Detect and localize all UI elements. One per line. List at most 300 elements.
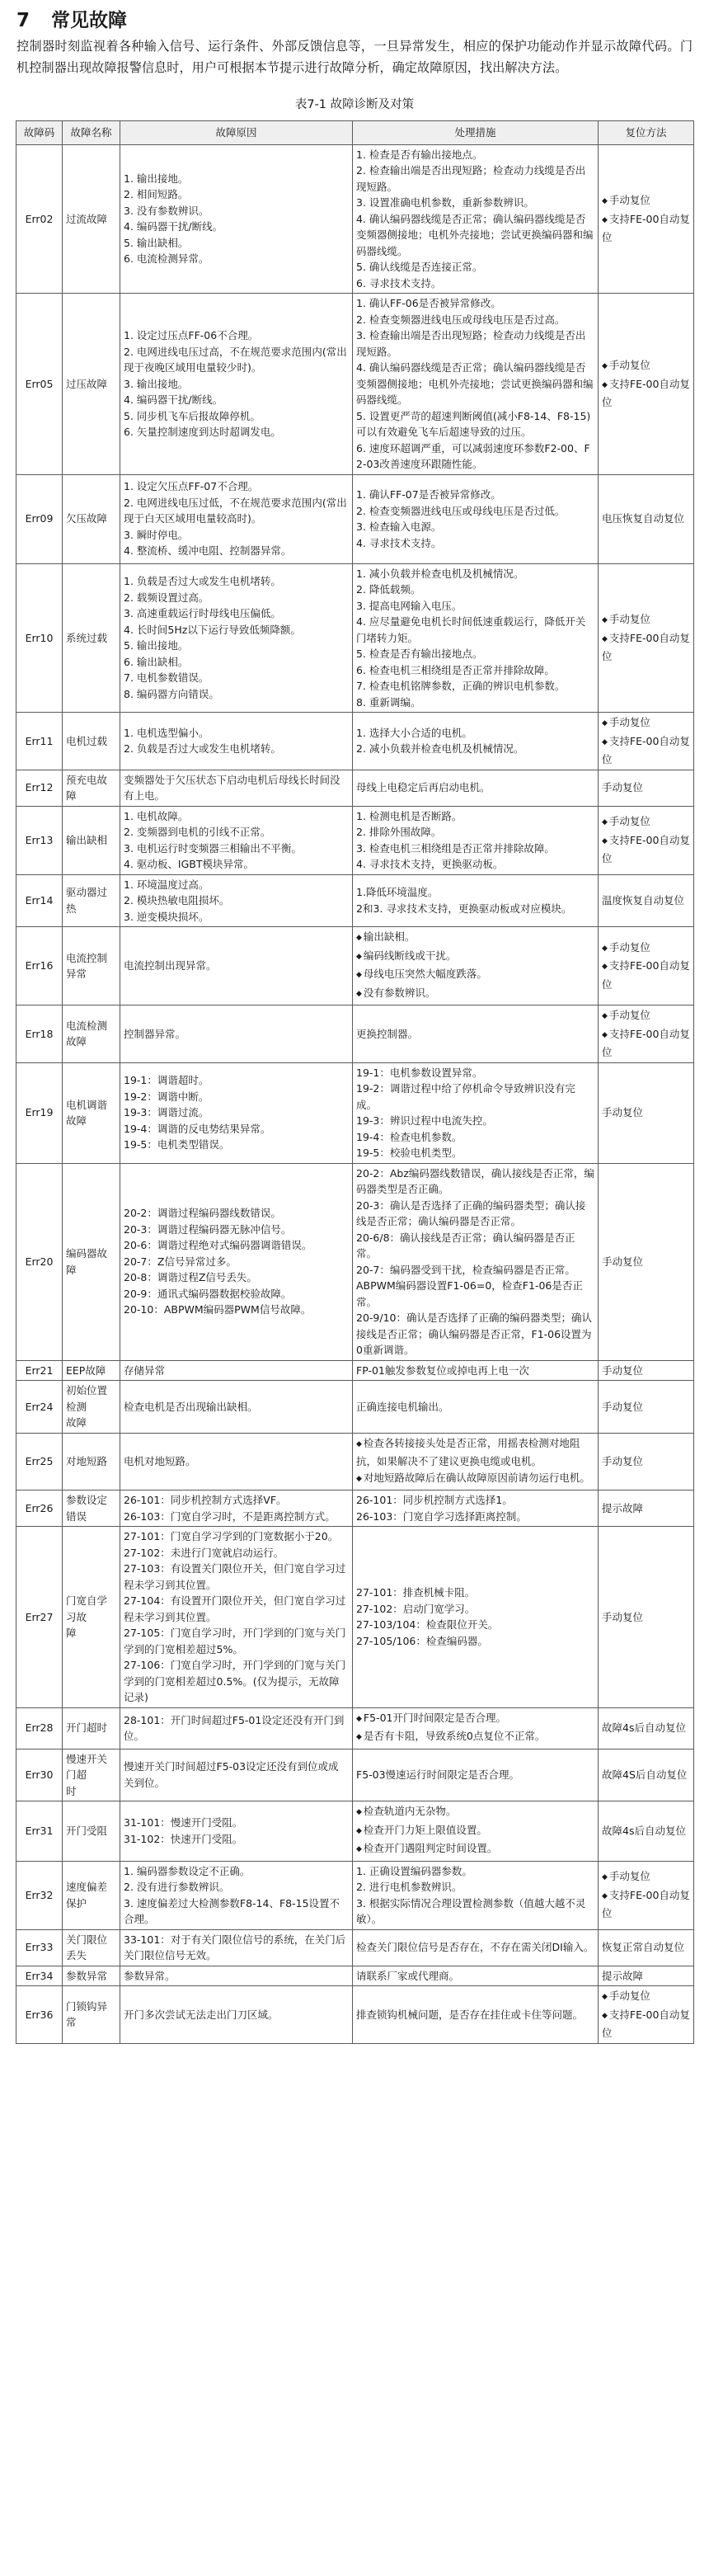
table-row xyxy=(16,1163,694,1360)
fault-code-cell: Err09 xyxy=(16,474,63,563)
cause-line: 1. 负载是否过大或发生电机堵转。 xyxy=(124,575,281,588)
reset-method-cell xyxy=(599,1005,694,1063)
cause-line: 20-7：Z信号异常过多。 xyxy=(124,1255,237,1268)
reset-method-cell xyxy=(599,563,694,713)
reset-method-line: 故障4S后自动复位 xyxy=(602,1768,688,1781)
cause-line: 存储异常 xyxy=(124,1363,166,1377)
measure-line: 1. 减小负载并检查电机及机械情况。 xyxy=(356,567,524,580)
fault-name-line: 预充电故障 xyxy=(66,773,108,802)
fault-name-cell xyxy=(63,713,120,770)
cause-line: 27-103：有设置关门限位开关，但门宽自学习过程未学习到其位置。 xyxy=(124,1562,346,1591)
cause-line: 31-101：慢速开门受阻。 xyxy=(124,1816,243,1830)
cause-line: 5. 输出缺相。 xyxy=(124,236,189,249)
fault-table-body xyxy=(16,144,694,2043)
table-row xyxy=(16,563,694,713)
fault-cause-cell xyxy=(120,1749,353,1801)
fault-name-cell xyxy=(63,1491,120,1527)
measure-line: 19-4：检查电机参数。 xyxy=(356,1130,462,1143)
reset-method-line: 手动复位 xyxy=(602,1455,644,1467)
reset-method-line: 手动复位 xyxy=(602,1400,644,1413)
measure-line: 4. 寻求技术支持。 xyxy=(356,536,442,549)
reset-method-line: 手动复位 xyxy=(602,1106,644,1119)
fault-code-cell: Err33 xyxy=(16,1929,63,1966)
fault-code-cell: Err31 xyxy=(16,1801,63,1862)
measure-line: 5. 检查是否有输出接地点。 xyxy=(356,648,483,660)
measure-line: 20-3：确认是否选择了正确的编码器类型；确认接线是否正常；确认编码器是否正常。 xyxy=(356,1199,586,1227)
chapter-heading xyxy=(0,0,709,36)
table-row xyxy=(16,474,694,563)
fault-cause-cell xyxy=(120,1527,353,1708)
table-row xyxy=(16,770,694,806)
fault-name-cell xyxy=(63,1163,120,1360)
fault-name-cell xyxy=(63,806,120,874)
measure-line: 2. 减小负载并检查电机及机械情况。 xyxy=(356,742,524,756)
fault-code-cell: Err30 xyxy=(16,1749,63,1801)
measure-cell xyxy=(353,1062,599,1163)
cause-line: 开门多次尝试无法走出门刀区域。 xyxy=(124,2008,279,2021)
cause-line: 6. 电流检测异常。 xyxy=(124,252,209,266)
fault-name-line: 系统过载 xyxy=(66,631,108,644)
reset-method-line: ◆ 手动复位 xyxy=(602,611,690,630)
fault-cause-cell xyxy=(120,770,353,806)
fault-name-line: 速度偏差保护 xyxy=(66,1881,108,1910)
fault-name-line: 过压故障 xyxy=(66,377,108,390)
fault-table xyxy=(16,120,694,2044)
measure-cell xyxy=(353,1929,599,1966)
cause-line: 26-103：门宽自学习时，不是距离控制方式。 xyxy=(124,1509,336,1523)
fault-code-cell: Err28 xyxy=(16,1707,63,1749)
fault-name-line: 参数异常 xyxy=(66,1969,108,1982)
fault-name-line: 开门超时 xyxy=(66,1721,108,1735)
fault-code-cell: Err11 xyxy=(16,713,63,770)
measure-bullet-line: ◆ 检查开门遇阻判定时间设置。 xyxy=(356,1840,594,1859)
cause-line: 19-4：调谐的反电势结果异常。 xyxy=(124,1122,271,1135)
reset-method-line: 故障4s后自动复位 xyxy=(602,1721,686,1735)
measure-cell xyxy=(353,806,599,874)
cause-line: 3. 电机运行时变频器三相输出不平衡。 xyxy=(124,841,302,855)
measure-line: 1. 确认FF-07是否被异常修改。 xyxy=(356,488,501,501)
reset-method-cell xyxy=(599,1527,694,1708)
cause-line: 8. 编码器方向错误。 xyxy=(124,687,219,700)
measure-line: 2. 检查输出端是否出现短路；检查动力线缆是否出现短路。 xyxy=(356,164,586,193)
fault-cause-cell xyxy=(120,1929,353,1966)
fault-cause-cell xyxy=(120,713,353,770)
fault-name-line: 参数设定错误 xyxy=(66,1494,108,1523)
measure-bullet-line: ◆ 检查开门力矩上限值设置。 xyxy=(356,1822,594,1841)
cause-line: 4. 驱动板、IGBT模块异常。 xyxy=(124,858,254,870)
measure-line: 1.降低环境温度。 xyxy=(356,886,439,899)
reset-method-line: 恢复正常自动复位 xyxy=(602,1941,685,1954)
reset-method-cell xyxy=(599,1986,694,2044)
cause-line: 2. 模块热敏电阻损坏。 xyxy=(124,894,230,907)
fault-code-cell: Err27 xyxy=(16,1527,63,1708)
reset-method-cell xyxy=(599,874,694,927)
cause-line: 19-1：调谐超时。 xyxy=(124,1074,209,1087)
fault-code-cell: Err20 xyxy=(16,1163,63,1360)
measure-line: 27-105/106：检查编码器。 xyxy=(356,1634,488,1647)
cause-line: 1. 输出接地。 xyxy=(124,172,189,185)
fault-name-line: 门宽自学习故 xyxy=(66,1594,108,1623)
measure-bullet-line: ◆ F5-01开门时间限定是否合理。 xyxy=(356,1710,594,1729)
cause-line: 慢速开关门时间超过F5-03设定还没有到位或成关到位。 xyxy=(124,1760,339,1789)
cause-line: 6. 输出缺相。 xyxy=(124,655,189,668)
measure-line: 20-7：编码器受到干扰，检查编码器是否正常。 xyxy=(356,1263,575,1276)
fault-name-line: 故障 xyxy=(66,1416,87,1429)
reset-method-line: 温度恢复自动复位 xyxy=(602,894,685,907)
table-row xyxy=(16,1527,694,1708)
reset-method-cell xyxy=(599,1163,694,1360)
measure-line: 4. 确认编码器线缆是否正常；确认编码器线缆是否变频器侧接地；电机外壳接地；尝试更换编码器和编码器线缆。 xyxy=(356,212,594,257)
fault-cause-cell xyxy=(120,874,353,927)
cause-line: 20-2：调谐过程编码器线数错误。 xyxy=(124,1207,281,1220)
measure-cell xyxy=(353,1381,599,1434)
measure-line: 3. 提高电网输入电压。 xyxy=(356,599,462,612)
fault-code-cell: Err13 xyxy=(16,806,63,874)
fault-cause-cell xyxy=(120,1360,353,1381)
measure-line: 19-2：调谐过程中给了停机命令导致辨识没有完成。 xyxy=(356,1082,575,1111)
fault-code-cell: Err18 xyxy=(16,1005,63,1063)
fault-code-cell: Err21 xyxy=(16,1360,63,1381)
fault-name-cell xyxy=(63,563,120,713)
measure-line: 2. 排除外围故障。 xyxy=(356,826,442,838)
fault-name-cell xyxy=(63,1749,120,1801)
cause-line: 5. 输出接地。 xyxy=(124,639,189,652)
cause-line: 2. 载频设置过高。 xyxy=(124,591,209,604)
measure-line: 5. 确认线缆是否连接正常。 xyxy=(356,261,483,273)
cause-line: 4. 整流桥、缓冲电阻、控制器异常。 xyxy=(124,544,292,558)
table-row xyxy=(16,806,694,874)
reset-method-line: ◆ 手动复位 xyxy=(602,1868,690,1887)
reset-method-cell xyxy=(599,1707,694,1749)
measure-cell xyxy=(353,563,599,713)
fault-name-cell xyxy=(63,1381,120,1434)
fault-cause-cell xyxy=(120,294,353,475)
cause-line: 20-10：ABPWM编码器PWM信号故障。 xyxy=(124,1303,312,1316)
cause-line: 28-101：开门时间超过F5-01设定还没有开门到位。 xyxy=(124,1713,345,1742)
fault-code-cell: Err24 xyxy=(16,1381,63,1434)
fault-cause-cell xyxy=(120,1707,353,1749)
table-row xyxy=(16,713,694,770)
cause-line: 4. 编码器干扰/断线。 xyxy=(124,220,223,233)
measure-line: 19-1：电机参数设置异常。 xyxy=(356,1066,483,1079)
fault-name-line: 电流检测故障 xyxy=(66,1019,108,1048)
fault-cause-cell xyxy=(120,1491,353,1527)
measure-bullet-line: ◆ 编码线断线或干扰。 xyxy=(356,948,594,967)
fault-cause-cell xyxy=(120,144,353,294)
reset-method-cell xyxy=(599,1062,694,1163)
measure-cell xyxy=(353,1163,599,1360)
cause-line: 1. 编码器参数设定不正确。 xyxy=(124,1864,251,1877)
measure-line: 20-6/8：确认接线是否正常；确认编码器是否正常。 xyxy=(356,1231,575,1260)
cause-line: 1. 设定欠压点FF-07不合理。 xyxy=(124,480,259,493)
fault-name-cell xyxy=(63,1433,120,1491)
fault-code-cell: Err25 xyxy=(16,1433,63,1491)
fault-code-cell: Err34 xyxy=(16,1966,63,1986)
cause-line: 2. 电网进线电压过高，不在规范要求范围内(常出现于夜晚区域用电量较少时)。 xyxy=(124,345,347,374)
cause-line: 27-106：门宽自学习时，开门学到的门宽与关门学到的门宽相差超过0.5%。(仅为提示，无故障记录) xyxy=(124,1659,346,1703)
fault-code-cell: Err05 xyxy=(16,294,63,475)
measure-line: ABPWM编码器设置F1-06=0，检查F1-06是否正常。 xyxy=(356,1279,583,1308)
reset-method-line: ◆ 手动复位 xyxy=(602,357,690,376)
fault-name-cell xyxy=(63,1360,120,1381)
intro-paragraph: 控制器时刻监视着各种输入信号、运行条件、外部反馈信息等，一旦异常发生，相应的保护功能动作并显示故障代码。门机控制器出现故障报警信息时，用户可根据本节提示进行故障分析，确定故障原因，找出解决方法。 xyxy=(16,39,693,75)
header-measures: 处理措施 xyxy=(353,121,599,145)
measure-line: 20-2：Abz编码器线数错误，确认接线是否正常，编码器类型是否正确。 xyxy=(356,1166,594,1195)
reset-method-line: 提示故障 xyxy=(602,1969,644,1982)
measure-line: 1. 检查是否有输出接地点。 xyxy=(356,148,483,161)
measure-cell xyxy=(353,927,599,1005)
fault-code-cell: Err26 xyxy=(16,1491,63,1527)
measure-cell xyxy=(353,144,599,294)
reset-method-cell xyxy=(599,1749,694,1801)
measure-line: 4. 确认编码器线缆是否正常；确认编码器线缆是否变频器侧接地；电机外壳接地；尝试更换编码器和编码器线缆。 xyxy=(356,361,594,406)
cause-line: 3. 高速重载运行时母线电压偏低。 xyxy=(124,607,281,620)
measure-line: F5-03慢速运行时间限定是否合理。 xyxy=(356,1768,520,1781)
fault-name-line: 电机调谐故障 xyxy=(66,1098,108,1127)
reset-method-line: 手动复位 xyxy=(602,1610,644,1623)
table-row xyxy=(16,1005,694,1063)
table-header-row xyxy=(16,121,694,145)
fault-name-line: 过流故障 xyxy=(66,212,108,225)
measure-line: 8. 重新调编。 xyxy=(356,695,421,709)
fault-cause-cell xyxy=(120,1801,353,1862)
reset-method-line: ◆ 支持FE-00自动复位 xyxy=(602,1026,690,1061)
fault-code-cell: Err02 xyxy=(16,144,63,294)
reset-method-cell xyxy=(599,474,694,563)
reset-method-line: ◆ 手动复位 xyxy=(602,192,690,211)
measure-bullet-line: ◆ 检查轨道内无杂物。 xyxy=(356,1803,594,1822)
table-caption: 表7-1 故障诊断及对策 xyxy=(294,98,415,111)
reset-method-line: 手动复位 xyxy=(602,781,644,794)
measure-line: 2. 检查变频器进线电压或母线电压是否过高。 xyxy=(356,313,566,326)
fault-name-cell xyxy=(63,927,120,1005)
measure-cell xyxy=(353,294,599,475)
measure-line: 3. 检查电机三相绕组是否正常并排除故障。 xyxy=(356,841,555,855)
fault-name-line: 电机过载 xyxy=(66,734,108,747)
cause-line: 27-104：有设置开门限位开关，但门宽自学习过程未学习到其位置。 xyxy=(124,1594,346,1623)
fault-cause-cell xyxy=(120,1966,353,1986)
table-row xyxy=(16,1929,694,1966)
table-row xyxy=(16,1861,694,1929)
measure-line: 1. 确认FF-06是否被异常修改。 xyxy=(356,297,501,309)
cause-line: 3. 速度偏差过大检测参数F8-14、F8-15设置不合理。 xyxy=(124,1896,340,1925)
reset-method-line: ◆ 支持FE-00自动复位 xyxy=(602,2007,690,2041)
cause-line: 电流控制出现异常。 xyxy=(124,959,217,972)
fault-cause-cell xyxy=(120,1062,353,1163)
fault-code-cell: Err14 xyxy=(16,874,63,927)
measure-line: 4. 寻求技术支持，更换驱动板。 xyxy=(356,858,504,870)
table-row xyxy=(16,1062,694,1163)
measure-line: 7. 检查电机铭牌参数，正确的辨识电机参数。 xyxy=(356,680,566,692)
reset-method-line: ◆ 手动复位 xyxy=(602,1988,690,2007)
table-row xyxy=(16,1381,694,1434)
cause-line: 6. 矢量控制速度到达时超调发电。 xyxy=(124,426,281,438)
table-row xyxy=(16,1749,694,1801)
measure-line: 3. 检查输出端是否出现短路；检查动力线缆是否出现短路。 xyxy=(356,329,586,358)
cause-line: 1. 设定过压点FF-06不合理。 xyxy=(124,329,259,341)
table-row xyxy=(16,874,694,927)
measure-line: 27-101：排查机械卡阻。 xyxy=(356,1586,476,1599)
cause-line: 控制器异常。 xyxy=(124,1027,186,1040)
measure-line: 1. 正确设置编码器参数。 xyxy=(356,1864,472,1877)
fault-code-cell: Err12 xyxy=(16,770,63,806)
cause-line: 20-8：调谐过程Z信号丢失。 xyxy=(124,1271,257,1284)
table-row xyxy=(16,1707,694,1749)
chapter-title: 常见故障 xyxy=(51,10,127,31)
fault-name-line: 驱动器过热 xyxy=(66,886,108,915)
measure-line: 请联系厂家或代理商。 xyxy=(356,1969,460,1982)
measure-line: 19-5：校验电机类型。 xyxy=(356,1147,462,1159)
reset-method-line: ◆ 支持FE-00自动复位 xyxy=(602,733,690,768)
reset-method-line: ◆ 支持FE-00自动复位 xyxy=(602,630,690,665)
header-fault-name: 故障名称 xyxy=(63,121,120,145)
reset-method-cell xyxy=(599,144,694,294)
table-row xyxy=(16,144,694,294)
reset-method-cell xyxy=(599,1360,694,1381)
measure-cell xyxy=(353,1749,599,1801)
measure-cell xyxy=(353,770,599,806)
fault-code-cell: Err16 xyxy=(16,927,63,1005)
fault-name-cell xyxy=(63,1966,120,1986)
measure-line: 1. 检测电机是否断路。 xyxy=(356,809,462,822)
measure-line: 6. 寻求技术支持。 xyxy=(356,276,442,290)
fault-code-cell: Err32 xyxy=(16,1861,63,1929)
fault-code-cell: Err19 xyxy=(16,1062,63,1163)
cause-line: 26-101：同步机控制方式选择VF。 xyxy=(124,1494,287,1506)
fault-name-cell xyxy=(63,1527,120,1708)
fault-name-cell xyxy=(63,1707,120,1749)
measure-cell xyxy=(353,874,599,927)
fault-cause-cell xyxy=(120,1005,353,1063)
reset-method-cell xyxy=(599,806,694,874)
fault-name-line: EEP故障 xyxy=(66,1363,106,1377)
reset-method-cell xyxy=(599,770,694,806)
cause-line: 1. 环境温度过高。 xyxy=(124,878,209,891)
reset-method-line: ◆ 支持FE-00自动复位 xyxy=(602,958,690,992)
reset-method-line: 电压恢复自动复位 xyxy=(602,512,685,525)
measure-bullet-line: ◆ 是否有卡阻，导致系统0点复位不正常。 xyxy=(356,1728,594,1747)
cause-line: 19-2：调谐中断。 xyxy=(124,1090,209,1103)
cause-line: 20-9：通讯式编码器数据校验故障。 xyxy=(124,1287,292,1300)
reset-method-cell xyxy=(599,1491,694,1527)
fault-cause-cell xyxy=(120,806,353,874)
reset-method-cell xyxy=(599,1966,694,1986)
fault-cause-cell xyxy=(120,563,353,713)
fault-name-line: 电流控制异常 xyxy=(66,951,108,980)
measure-cell xyxy=(353,1433,599,1491)
measure-line: 3. 设置准确电机参数，重新参数辨识。 xyxy=(356,196,534,209)
header-fault-cause: 故障原因 xyxy=(120,121,353,145)
header-fault-code: 故障码 xyxy=(16,121,63,145)
cause-line: 3. 瞬时停电。 xyxy=(124,528,189,541)
fault-name-cell xyxy=(63,1005,120,1063)
reset-method-cell xyxy=(599,1929,694,1966)
fault-cause-cell xyxy=(120,1986,353,2044)
measure-line: 母线上电稳定后再启动电机。 xyxy=(356,781,491,794)
fault-cause-cell xyxy=(120,1163,353,1360)
fault-cause-cell xyxy=(120,474,353,563)
fault-name-line: 开门受阻 xyxy=(66,1825,108,1837)
fault-cause-cell xyxy=(120,1381,353,1434)
measure-cell xyxy=(353,1527,599,1708)
reset-method-cell xyxy=(599,1433,694,1491)
cause-line: 1. 电机故障。 xyxy=(124,809,189,822)
measure-line: 更换控制器。 xyxy=(356,1027,419,1040)
table-row xyxy=(16,1801,694,1862)
measure-line: 正确连接电机输出。 xyxy=(356,1400,449,1413)
table-row xyxy=(16,1966,694,1986)
reset-method-line: ◆ 支持FE-00自动复位 xyxy=(602,832,690,867)
cause-line: 27-101：门宽自学习学到的门宽数据小于20。 xyxy=(124,1530,339,1542)
measure-line: 2. 降低载频。 xyxy=(356,583,421,596)
cause-line: 2. 电网进线电压过低，不在规范要求范围内(常出现于白天区域用电量较高时)。 xyxy=(124,496,347,525)
cause-line: 31-102：快速开门受阻。 xyxy=(124,1832,243,1845)
cause-line: 变频器处于欠压状态下启动电机后母线长时间没有上电。 xyxy=(124,773,340,802)
reset-method-cell xyxy=(599,1381,694,1434)
reset-method-line: 手动复位 xyxy=(602,1255,644,1268)
fault-name-line: 输出缺相 xyxy=(66,833,108,846)
cause-line: 1. 电机选型偏小。 xyxy=(124,726,209,739)
reset-method-cell xyxy=(599,294,694,475)
cause-line: 参数异常。 xyxy=(124,1969,176,1982)
measure-line: 19-3：辨识过程中电流失控。 xyxy=(356,1114,493,1127)
fault-name-line: 编码器故障 xyxy=(66,1247,108,1276)
fault-name-line: 障 xyxy=(66,1627,77,1639)
fault-cause-cell xyxy=(120,1861,353,1929)
measure-line: 20-9/10：确认是否选择了正确的编码器类型；确认接线是否正常；确认编码器是否正常，F1-06设置为0重新调谐。 xyxy=(356,1312,592,1356)
cause-line: 3. 逆变模块损坏。 xyxy=(124,910,209,923)
fault-name-line: 对地短路 xyxy=(66,1455,108,1467)
fault-name-line: 时 xyxy=(66,1784,77,1797)
measure-cell xyxy=(353,713,599,770)
measure-cell xyxy=(353,1966,599,1986)
measure-cell xyxy=(353,1491,599,1527)
cause-line: 7. 电机参数错误。 xyxy=(124,671,209,685)
reset-method-cell xyxy=(599,713,694,770)
header-reset-method: 复位方法 xyxy=(599,121,694,145)
reset-method-line: ◆ 支持FE-00自动复位 xyxy=(602,211,690,246)
measure-line: 5. 设置更严苛的超速判断阈值(减小F8-14、F8-15)可以有效避免飞车后超速导致的过压。 xyxy=(356,409,591,438)
fault-name-cell xyxy=(63,1062,120,1163)
measure-cell xyxy=(353,1005,599,1063)
reset-method-cell xyxy=(599,927,694,1005)
measure-cell xyxy=(353,1360,599,1381)
reset-method-line: 故障4s后自动复位 xyxy=(602,1825,686,1837)
measure-line: 6. 速度环超调严重，可以减弱速度环参数F2-00、F2-03改善速度环跟随性能。 xyxy=(356,441,590,470)
fault-cause-cell xyxy=(120,1433,353,1491)
fault-name-cell xyxy=(63,144,120,294)
measure-line: 27-102：启动门宽学习。 xyxy=(356,1602,476,1615)
fault-name-line: 初始位置检测 xyxy=(66,1384,108,1413)
fault-name-cell xyxy=(63,294,120,475)
measure-line: 2和3. 寻求技术支持，更换驱动板或对应模块。 xyxy=(356,902,572,915)
measure-line: 6. 检查电机三相绕组是否正常并排除故障。 xyxy=(356,663,555,676)
cause-line: 4. 编码器干扰/断线。 xyxy=(124,393,223,406)
table-row xyxy=(16,294,694,475)
cause-line: 19-5：电机类型错误。 xyxy=(124,1138,230,1151)
measure-line: 1. 选择大小合适的电机。 xyxy=(356,726,472,739)
fault-cause-cell xyxy=(120,927,353,1005)
measure-line: 27-103/104：检查限位开关。 xyxy=(356,1618,499,1632)
table-row xyxy=(16,1360,694,1381)
measure-line: 3. 根据实际情况合理设置检测参数（值越大越不灵敏）。 xyxy=(356,1896,586,1925)
reset-method-line: ◆ 支持FE-00自动复位 xyxy=(602,376,690,411)
fault-name-cell xyxy=(63,770,120,806)
measure-line: 4. 应尽量避免电机长时间低速重载运行，降低开关门堵转力矩。 xyxy=(356,615,586,644)
measure-line: 3. 检查输入电源。 xyxy=(356,520,442,533)
reset-method-cell xyxy=(599,1861,694,1929)
cause-line: 19-3：调谐过流。 xyxy=(124,1106,209,1119)
